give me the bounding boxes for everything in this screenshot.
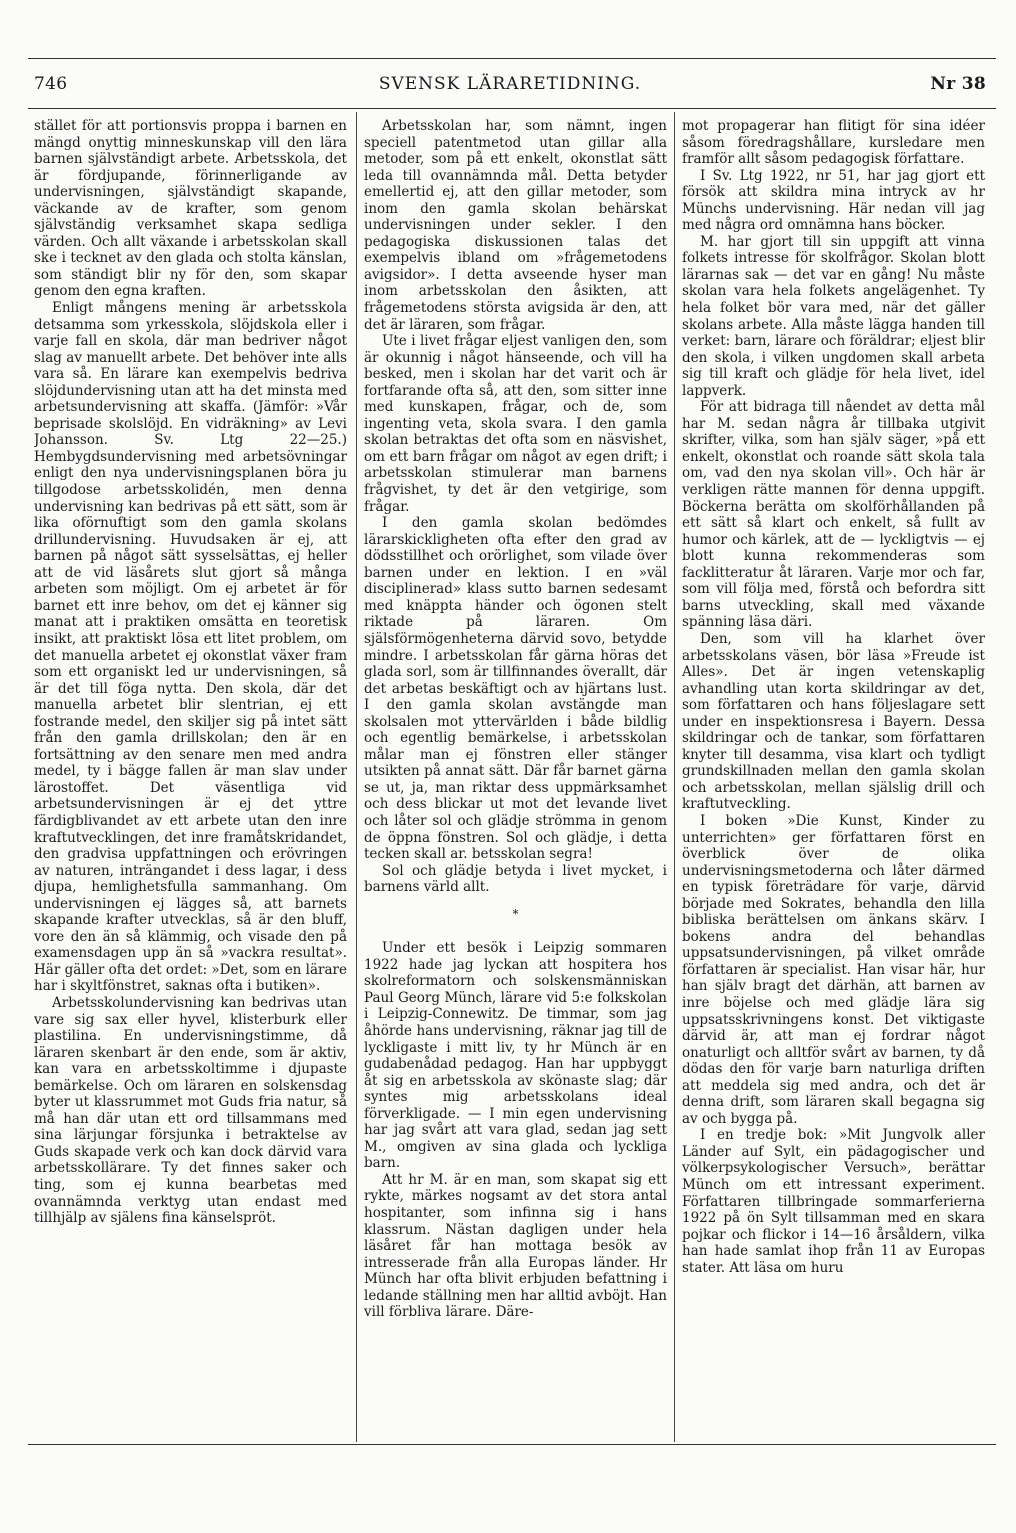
paragraph: stället för att portionsvis proppa i barnen en mängd onyttig minneskunskap vill den lära barnen självständigt arbete. Arbetsskola, det är fördjupande, förinnerligande av undervisningen, självständigt skapande, väckande av de krafter, som genom självständig verksamhet skapa sedliga värden. Och allt växande i arbetsskolan skall ske i tecknet av den glada och stolta känslan, som ständigt blir ny för den, som skapar genom den egna kraften.	[34, 118, 347, 300]
paragraph: mot propagerar han flitigt för sina idéer såsom föredragshållare, kursledare men framför allt såsom pedagogisk författare.	[682, 118, 985, 168]
column-middle	[364, 118, 667, 1438]
column-separator	[356, 112, 357, 1442]
paragraph: I den gamla skolan bedömdes lärarskickligheten ofta efter den grad av dödsstillhet och orörlighet, som vilade över barnen under en lektion. I en »väl disciplinerad» klass sutto barnen sedesamt med knäppta händer och ögonen stelt riktade på läraren. Om själsförmögenheterna därvid sovo, betydde mindre. I arbetsskolan får gärna höras det glada sorl, som är tillfinnandes överallt, där det arbetas beskäftigt och av hjärtans lust. I den gamla skolan avstängde man skolsalen mot yttervärlden i både bildlig och egentlig bemärkelse, i arbetsskolan målar man ej fönstren eller stänger utsikten på annat sätt. Där får barnet gärna se ut, ja, man riktar dess uppmärksamhet och dess blickar ut mot det levande livet och låter sol och glädje strömma in genom de öppna fönstren. Sol och glädje, i detta tecken skall ar. betsskolan segra!	[364, 515, 667, 863]
bottom-rule	[28, 1444, 996, 1445]
paragraph: I boken »Die Kunst, Kinder zu unterrichten» ger författaren först en överblick över de olika undervisningsmetoderna och låter därmed en typisk företrädare för varje, därvid började med Sokrates, behandla den lilla bibliska berättelsen om änkans skärv. I bokens andra del behandlas uppsatsundervisningen, på vilket område författaren är specialist. Han visar här, hur han själv bragt det därhän, att barnen av inre böjelse och med glädje lära sig uppsatsskrivningens konst. Det viktigaste därvid är, att man ej fordrar något onaturligt och alltför svårt av barnen, ty då dödas den för varje barn naturliga driften att meddela sig med andra, och det är denna drift, som läraren skall begagna sig av och bygga på.	[682, 812, 985, 1127]
paragraph: Arbetsskolundervisning kan bedrivas utan vare sig sax eller hyvel, klisterburk eller plastilina. En undervisningstimme, då läraren skenbart är den ende, som är aktiv, kan vara en arbetsskoltimme i djupaste bemärkelse. Och om läraren en solskensdag byter ut klassrummet mot Guds fria natur, så må han där utan ett ord tillsammans med sina lärjungar försjunka i betraktelse av Guds skapade verk och kan dock därvid vara arbetsskollärare. Ty det finnes saker och ting, som ej kunna bearbetas med ovannämnda verktyg utan endast med tillhjälp av själens fina känselspröt.	[34, 994, 347, 1227]
paragraph: För att bidraga till nåendet av detta mål har M. sedan några år tillbaka utgivit skrifter, vilka, som han själv säger, »på ett enkelt, okonstlat och roande sätt skola tala om, vad den nya skolan vill». Och här är verkligen rätte mannen för denna uppgift. Böckerna berätta om skolförhållanden på ett sätt så klart och enkelt, så fullt av humor och kärlek, att de — lyckligtvis — ej blott kunna rekommenderas som facklitteratur åt läraren. Varje mor och far, som vill följa med, förstå och befordra sitt barns utveckling, skall med växande spänning läsa däri.	[682, 399, 985, 631]
section-divider: *	[512, 906, 519, 921]
paragraph: Under ett besök i Leipzig sommaren 1922 hade jag lyckan att hospitera hos skolreformatorn och solskensmänniskan Paul Georg Münch, lärare vid 5:e folkskolan i Leipzig-Connewitz. De timmar, som jag åhörde hans undervisning, räknar jag till de lyckligaste i mitt liv, ty hr Münch är en gudabenådad pedagog. Han har uppbyggt åt sig en arbetsskola av skönaste slag; där syntes mig arbetsskolans ideal förverkligade. — I min egen undervisning har jag svårt att vara glad, sedan jag sett M., omgiven av sina glada och lyckliga barn.	[364, 940, 667, 1172]
paragraph: I Sv. Ltg 1922, nr 51, har jag gjort ett försök att skildra mina intryck av hr Münchs undervisning. Här nedan vill jag med några ord omnämna hans böcker.	[682, 167, 985, 234]
paragraph: Att hr M. är en man, som skapat sig ett rykte, märkes nogsamt av det stora antal hospitanter, som infinna sig i hans klassrum. Nästan dagligen under hela läsåret får han mottaga besök av intresserade från alla Europas länder. Hr Münch har ofta blivit erbjuden befattning i ledande ställning men har alltid avböjt. Han vill förbliva lärare. Däre-	[364, 1171, 667, 1321]
column-left	[34, 118, 347, 1438]
issue-number: Nr 38	[930, 74, 986, 94]
header-rule	[28, 108, 996, 109]
paragraph: M. har gjort till sin uppgift att vinna folkets intresse för skolfrågor. Skolan blott lärarnas sak — det var en gång! Nu måste skolan vara hela folkets angelägenhet. Ty hela folket bör vara med, när det gäller skolans arbete. Alla måste lägga handen till verket: barn, lärare och föräldrar; eljest blir den skola, i vilken ungdomen skall arbeta sig till kraft och glädje för hela livet, idel lappverk.	[682, 233, 985, 399]
page-number: 746	[34, 74, 68, 94]
page-header	[34, 74, 986, 96]
paragraph: Den, som vill ha klarhet över arbetsskolans väsen, bör läsa »Freude ist Alles». Det är ingen vetenskaplig avhandling utan korta skildringar av det, som författaren och hans följeslagare sett under en inspektionsresa i Bayern. Dessa skildringar och de tankar, som författaren knyter till desamma, visa klart och tydligt grundskillnaden mellan den gamla skolan och arbetsskolan, mellan själslig drill och kraftutveckling.	[682, 630, 985, 813]
paragraph: Arbetsskolan har, som nämnt, ingen speciell patentmetod utan gillar alla metoder, som på ett enkelt, okonstlat sätt leda till ovannämnda mål. Detta betyder emellertid ej, att den gillar metoder, som inom den gamla skolan behärskat undervisningen under sekler. I den pedagogiska diskussionen talas det exempelvis ibland om »frågemetodens avigsidor». I detta avseende hyser man inom arbetsskolan den åsikten, att frågemetodens största avigsida är den, att det är läraren, som frågar.	[364, 118, 667, 333]
top-rule	[28, 58, 996, 59]
paragraph: Ute i livet frågar eljest vanligen den, som är okunnig i något hänseende, och vill ha besked, men i skolan har det varit och är fortfarande ofta så, att den, som sitter inne med kunskapen, frågar, och de, som ingenting veta, skola svara. I den gamla skolan betraktas det ofta som en näsvishet, om ett barn frågar om något av egen drift; i arbetsskolan stimulerar man barnens frågvishet, ty det är den vetgirige, som frågar.	[364, 333, 667, 515]
column-separator	[674, 112, 675, 1442]
column-right	[682, 118, 985, 1438]
paragraph: Sol och glädje betydа i livet mycket, i barnens värld allt.	[364, 862, 667, 896]
paragraph: Enligt mångens mening är arbetsskola detsamma som yrkesskola, slöjdskola eller i varje fall en skola, där man bedriver något slag av manuellt arbete. Det behöver inte alls vara så. En lärare kan exempelvis bedriva slöjdundervisning utan att ha det minsta med arbetsundervisning att skaffa. (Jämför: »Vår beprisade skolslöjd. En vidräkning» av Levi Johansson. Sv. Ltg 22—25.) Hembygdsundervisning med arbetsövningar enligt den nya undervisningsplanen böra ju tillgodose arbetsskolidén, men denna undervisning kan bedrivas på ett sätt, som är lika oförnuftigt som den gamla skolans drillundervisning. Huvudsaken är ej, att barnen på något sätt sysselsättas, ej heller att de vid läsårets slut gjort så många arbeten som möjligt. Om ej arbetet är för barnet ett inre behov, om det ej känner sig manat att i praktiken omsätta en teoretisk insikt, att praktiskt lösa ett litet problem, om det manuella arbetet ej okonstlat växer fram som ett organiskt led ur undervisningen, så är det till föga nytta. Den skola, där det manuella arbetet blir slentrian, ej ett fostrande medel, den skiljer sig på intet sätt från den gamla drillskolan; den är en fortsättning av den senare men med andra medel, ty i bägge fallen är man slav under lärostoffet. Det väsentliga vid arbetsundervisningen är ej det yttre färdigblivandet av ett arbete utan den inre kraftutvecklingen, det inre framåtskridandet, den gradvisa uppfattningen och erövringen av naturen, inträngandet i dess lagar, i dess djupa, hemlighetsfulla sammanhang. Om undervisningen ej lägges så, att barnets skapande krafter utvecklas, så är den bluff, vore den än så klämmig, och visade den på examensdagen upp än så »vackra resultat». Här gäller ofta det ordet: »Det, som en lärare har i skyltfönstret, saknas ofta i butiken».	[34, 300, 347, 995]
paragraph: I en tredje bok: »Mit Jungvolk aller Länder auf Sylt, ein pädagogischer und völkerpsykologischer Versuch», berättar Münch om ett intressant experiment. Författaren tillbringade sommarferierna 1922 på ön Sylt tillsamman med en skara pojkar och flickor i 14—16 årsåldern, vilka han hade samlat ihop från 11 av Europas stater. Att läsa om huru	[682, 1127, 985, 1276]
journal-title: SVENSK LÄRARETIDNING.	[378, 74, 642, 94]
